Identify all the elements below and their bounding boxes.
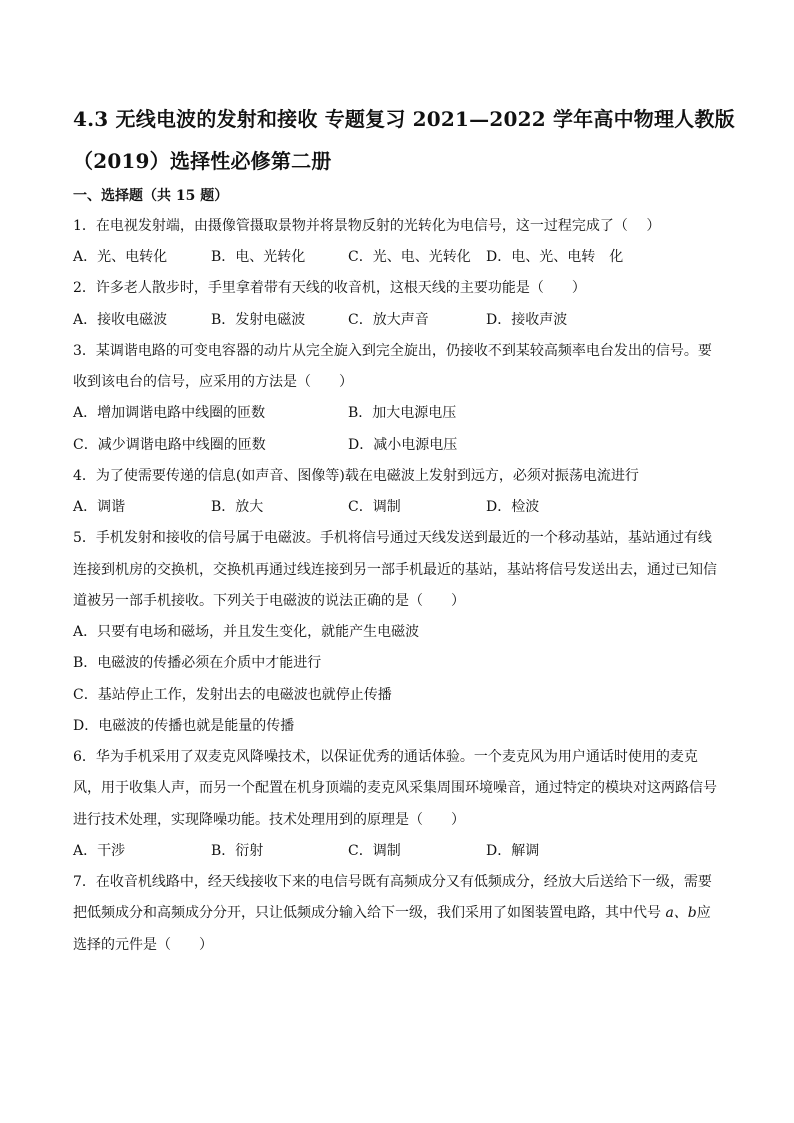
question-5-option-c[interactable]: C．基站停止工作，发射出去的电磁波也就停止传播 (73, 687, 392, 703)
question-1-option-b[interactable]: B．电、光转化 (211, 249, 306, 265)
question-5-option-b[interactable]: B．电磁波的传播必须在介质中才能进行 (73, 655, 322, 671)
question-7-text-line-2-tail: 应 (696, 905, 711, 921)
document-title-line-1: 4.3 无线电波的发射和接收 专题复习 2021—2022 学年高中物理人教版 (73, 107, 735, 131)
question-6-option-b[interactable]: B．衍射 (211, 843, 264, 859)
question-7-text-line-1: 7．在收音机线路中，经天线接收下来的电信号既有高频成分又有低频成分，经放大后送给下一级，需要 (73, 874, 712, 890)
question-7-text-line-2 (73, 903, 711, 923)
question-4-option-d[interactable]: D．检波 (486, 499, 540, 515)
question-4-option-b[interactable]: B．放大 (211, 499, 264, 515)
question-1-option-a[interactable]: A．光、电转化 (73, 249, 168, 265)
question-5-text-line-1: 5．手机发射和接收的信号属于电磁波。手机将信号通过天线发送到最近的一个移动基站，基站通过有线 (73, 530, 712, 546)
question-7-variable-labels: a、b (665, 905, 697, 921)
question-4-text: 4．为了使需要传递的信息(如声音、图像等)载在电磁波上发射到远方，必须对振荡电流进行 (73, 468, 639, 484)
question-3-option-c[interactable]: C．减少调谐电路中线圈的匝数 (73, 437, 266, 453)
question-2-option-a[interactable]: A．接收电磁波 (73, 312, 168, 328)
question-5-text-line-3: 道被另一部手机接收。下列关于电磁波的说法正确的是（ ） (73, 593, 465, 609)
question-6-text-line-1: 6．华为手机采用了双麦克风降噪技术，以保证优秀的通话体验。一个麦克风为用户通话时使用的麦克 (73, 749, 698, 765)
question-1-option-d[interactable]: D．电、光、电转 化 (486, 249, 624, 265)
question-2-option-b[interactable]: B．发射电磁波 (211, 312, 306, 328)
question-3-option-b[interactable]: B．加大电源电压 (348, 405, 457, 421)
question-3-option-a[interactable]: A．增加调谐电路中线圈的匝数 (73, 405, 266, 421)
question-4-option-a[interactable]: A．调谐 (73, 499, 126, 515)
question-3-text-line-1: 3．某调谐电路的可变电容器的动片从完全旋入到完全旋出，仍接收不到某较高频率电台发出的信号。要 (73, 343, 712, 359)
document-title-line-2: （2019）选择性必修第二册 (73, 149, 332, 173)
question-1-option-c[interactable]: C．光、电、光转化 (348, 249, 471, 265)
question-2-text: 2．许多老人散步时，手里拿着带有天线的收音机，这根天线的主要功能是（ ） (73, 280, 586, 296)
question-6-option-c[interactable]: C．调制 (348, 843, 401, 859)
question-6-option-d[interactable]: D．解调 (486, 843, 540, 859)
question-6-text-line-3: 进行技术处理，实现降噪功能。技术处理用到的原理是（ ） (73, 812, 465, 828)
question-6-text-line-2: 风，用于收集人声，而另一个配置在机身顶端的麦克风采集周围环境噪音，通过特定的模块对这两路信号 (73, 780, 717, 796)
section-heading: 一、选择题（共 15 题） (73, 188, 229, 204)
question-3-text-line-2: 收到该电台的信号，应采用的方法是（ ） (73, 374, 353, 390)
question-5-option-d[interactable]: D．电磁波的传播也就是能量的传播 (73, 718, 295, 734)
question-7-text-line-3: 选择的元件是（ ） (73, 937, 213, 953)
question-4-option-c[interactable]: C．调制 (348, 499, 401, 515)
question-6-option-a[interactable]: A．干涉 (73, 843, 126, 859)
question-5-option-a[interactable]: A．只要有电场和磁场，并且发生变化，就能产生电磁波 (73, 624, 420, 640)
question-3-option-d[interactable]: D．减小电源电压 (348, 437, 458, 453)
question-2-option-c[interactable]: C．放大声音 (348, 312, 429, 328)
question-5-text-line-2: 连接到机房的交换机，交换机再通过线连接到另一部手机最近的基站，基站将信号发送出去，通过已知信 (73, 562, 717, 578)
question-1-text: 1．在电视发射端，由摄像管摄取景物并将景物反射的光转化为电信号，这一过程完成了（ ） (73, 218, 661, 234)
question-7-text-line-2-main: 把低频成分和高频成分分开，只让低频成分输入给下一级，我们采用了如图装置电路，其中代号 (73, 905, 661, 921)
question-2-option-d[interactable]: D．接收声波 (486, 312, 568, 328)
